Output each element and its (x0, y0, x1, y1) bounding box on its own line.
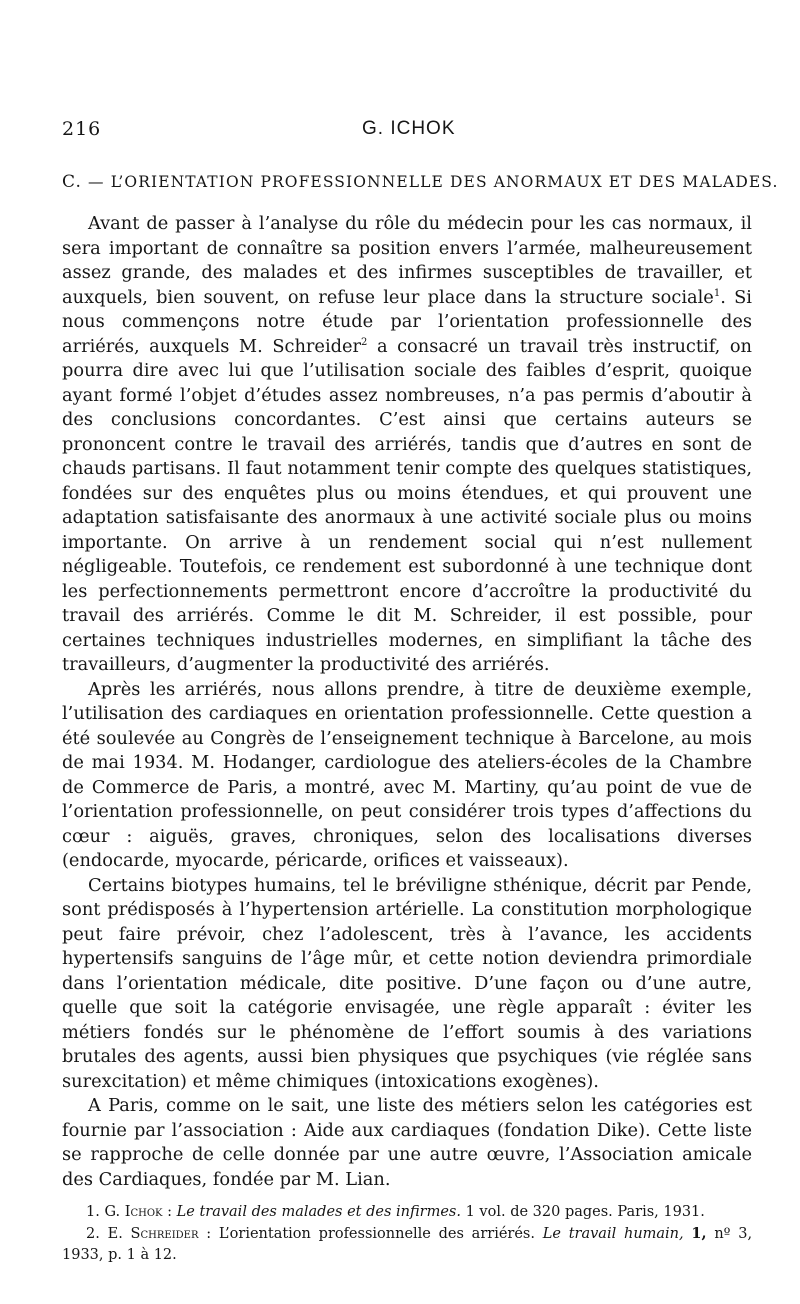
paragraph: Certains biotypes humains, tel le bréviligne sthénique, décrit par Pende, sont prédisposés à l’hypertension artérielle. La constitution morphologique peut faire prévoir, chez l’adolescent, très à l’avance, les accidents hypertensifs sanguins de l’âge mûr, et cette notion deviendra primordiale dans l’orientation médicale, dite positive. D’une façon ou d’une autre, quelle que soit la catégorie envisagée, une règle apparaît : éviter les métiers fondés sur le phénomène de l’effort soumis à des variations brutales des agents, aussi bien physiques que psychiques (vie réglée sans surexcitation) et même chimiques (intoxications exogènes). (62, 874, 752, 1092)
footnote-author: G. Ichok (104, 1204, 163, 1220)
section-heading (62, 172, 779, 192)
footnote-journal: Le travail humain, (542, 1226, 684, 1242)
paragraph-text: . Si nous commençons notre étude par l’orientation professionnelle des arriérés, auxquels M. Schreider (62, 286, 752, 357)
running-head-author: G. ICHOK (362, 118, 456, 139)
section-letter: C. (62, 172, 83, 192)
paragraph (62, 212, 752, 678)
footnote-ref: 1 (713, 287, 721, 299)
footnote-detail: 1 vol. de 320 pages. Paris, 1931. (465, 1204, 705, 1220)
footnote-volume: 1, (691, 1225, 707, 1242)
body-text (62, 212, 752, 1192)
paragraph-text: Avant de passer à l’analyse du rôle du médecin pour les cas normaux, il sera important de connaître sa position envers l’armée, malheureusement assez grande, des malades et des infirmes susceptibles de travailler, et auxquels, bien souvent, on refuse leur place dans la structure sociale (62, 213, 752, 308)
section-title: L’ORIENTATION PROFESSIONNELLE DES ANORMAUX ET DES MALADES. (110, 173, 779, 191)
footnote: 1. G. Ichok : Le travail des malades et des infirmes. 1 vol. de 320 pages. Paris, 1931. (86, 1204, 705, 1220)
footnote-title: Le travail des malades et des infirmes. (176, 1204, 461, 1220)
paragraph-text: a consacré un travail très instructif, on pourra dire avec lui que l’utilisation sociale des faibles d’esprit, quoique ayant formé l’objet d’études assez nombreuses, n’a pas permis d’aboutir à des conclusions concordantes. C’est ainsi que certains auteurs se prononcent contre le travail des arriérés, tandis que d’autres en sont de chauds partisans. Il faut notamment tenir compte des quelques statistiques, fondées sur des enquêtes plus ou moins étendues, et qui prouvent une adaptation satisfaisante des anormaux à une activité sociale plus ou moins importante. On arrive à un rendement social qui n’est nullement négligeable. Toutefois, ce rendement est subordonné à une technique dont les perfectionnements permettront encore d’accroître la productivité du travail des arriérés. Comme le dit M. Schreider, il est possible, pour certaines techniques industrielles modernes, en simplifiant la tâche des travailleurs, d’augmenter la productivité des arriérés. (62, 335, 752, 675)
footnote-detail: nº 3, 1933, p. 1 à 12. (62, 1226, 753, 1263)
footnote-author: E. Schreider (107, 1226, 199, 1242)
book-page (62, 118, 779, 1266)
footnote-number: 2. (86, 1226, 100, 1242)
section-dash: — (88, 173, 105, 191)
footnote-ref: 2 (361, 336, 368, 348)
footnote: 2. E. Schreider : L’orientation professionnelle des arriérés. Le travail humain, 1, nº 3, 1933, p. 1 à 12. (62, 1225, 753, 1263)
footnotes (62, 1202, 752, 1266)
running-head (62, 118, 752, 148)
paragraph: Après les arriérés, nous allons prendre, à titre de deuxième exemple, l’utilisation des cardiaques en orientation professionnelle. Cette question a été soulevée au Congrès de l’enseignement technique à Barcelone, au mois de mai 1934. M. Hodanger, cardiologue des ateliers-écoles de la Chambre de Commerce de Paris, a montré, avec M. Martiny, qu’au point de vue de l’orientation professionnelle, on peut considérer trois types d’affections du cœur : aiguës, graves, chroniques, selon des localisations diverses (endocarde, myocarde, péricarde, orifices et vaisseaux). (62, 678, 752, 871)
footnote-number: 1. (86, 1204, 100, 1220)
footnote-text: L’orientation professionnelle des arriérés. (218, 1226, 535, 1242)
page-number: 216 (62, 118, 102, 140)
paragraph: A Paris, comme on le sait, une liste des métiers selon les catégories est fournie par l’association : Aide aux cardiaques (fondation Dike). Cette liste se rapproche de celle donnée par une autre œuvre, l’Association amicale des Cardiaques, fondée par M. Lian. (62, 1095, 752, 1190)
